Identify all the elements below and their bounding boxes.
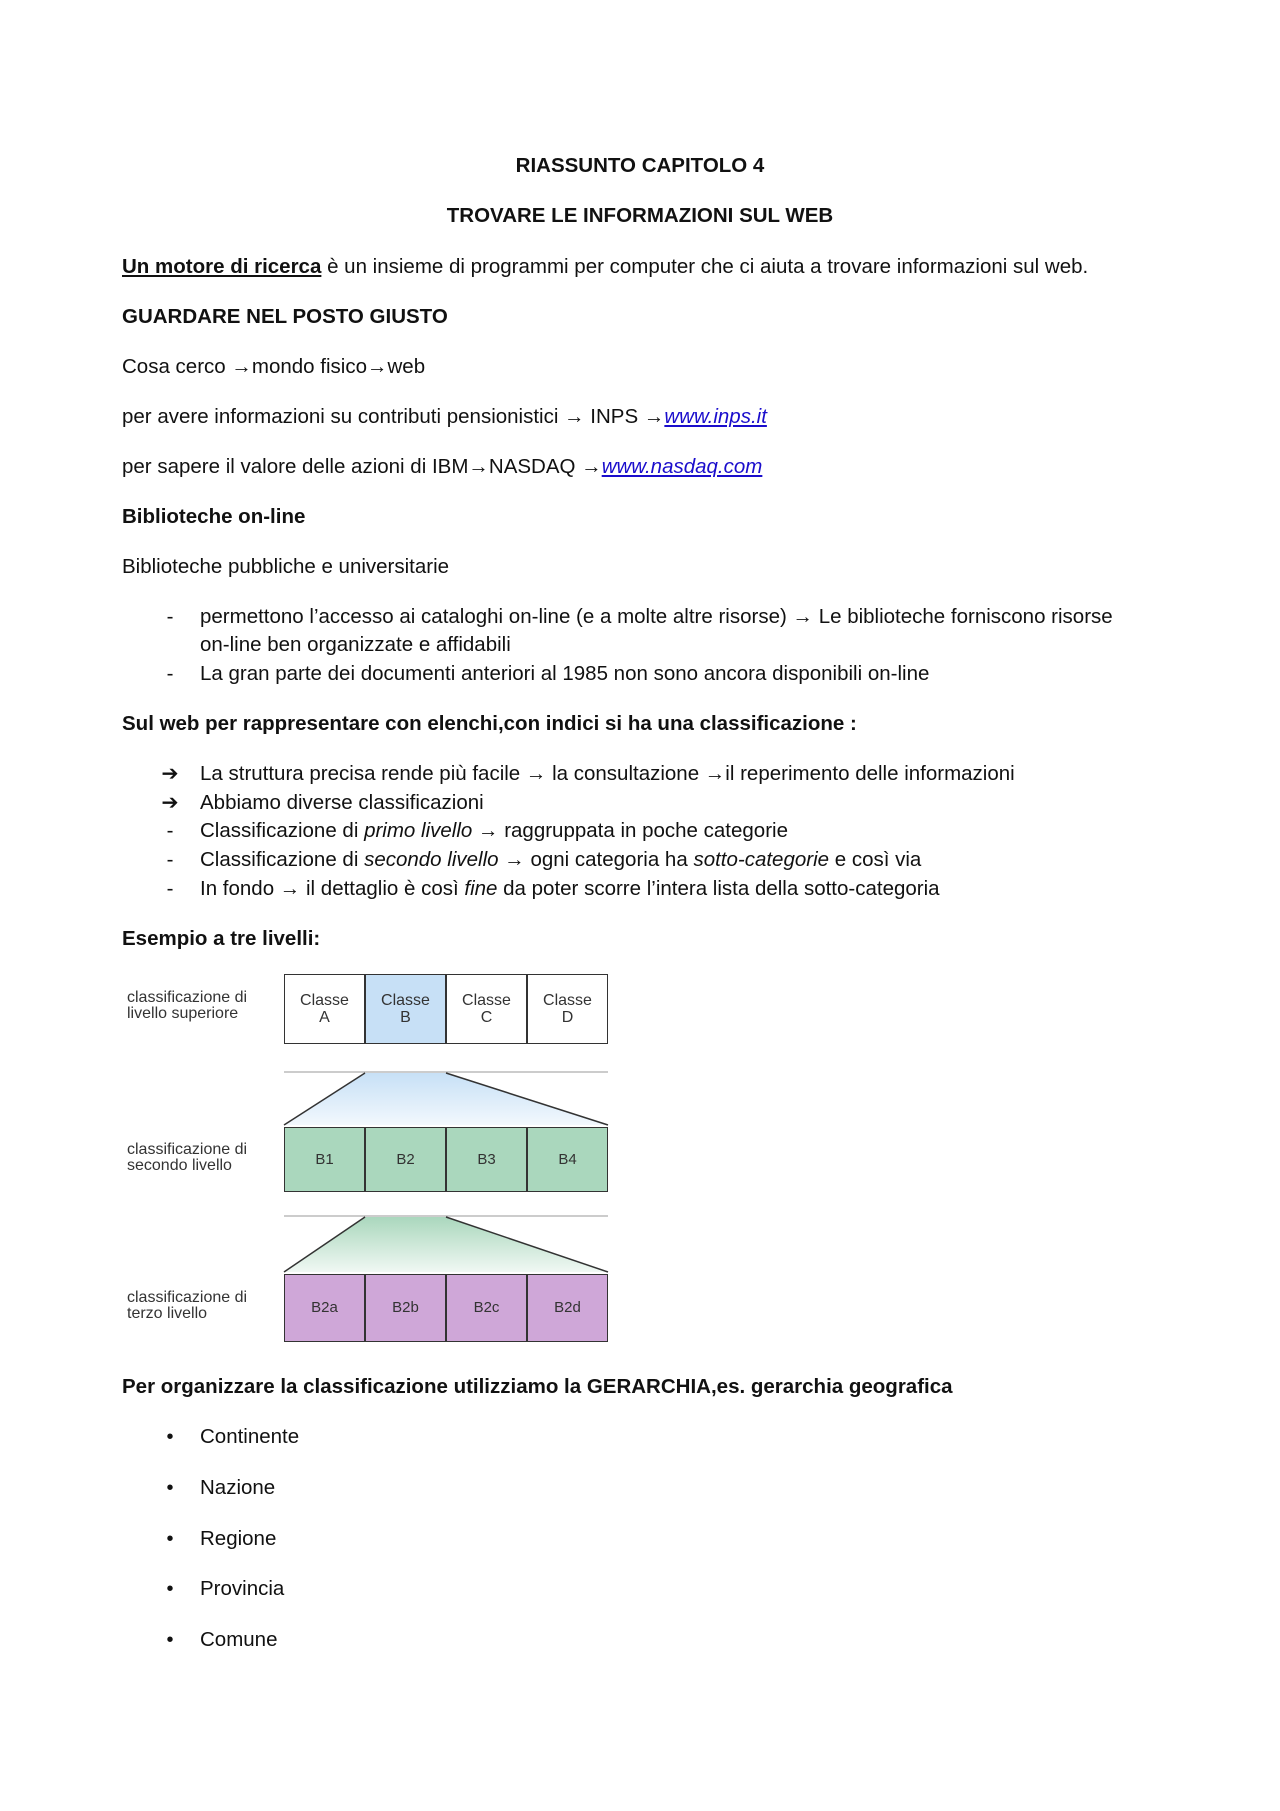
subclass-cell: B1 xyxy=(284,1127,365,1192)
intro-text: è un insieme di programmi per computer che ci aiuta a trovare informazioni sul web. xyxy=(321,255,1089,278)
arrow-icon: → xyxy=(468,455,489,478)
list-item-text: Regione xyxy=(200,1527,277,1550)
dash-marker: - xyxy=(166,605,174,628)
subsubclass-cell: B2d xyxy=(527,1274,608,1342)
document-subtitle: TROVARE LE INFORMAZIONI SUL WEB xyxy=(446,204,834,227)
dash-marker: - xyxy=(166,819,174,842)
list-item-text: Nazione xyxy=(200,1476,276,1499)
list-item-text: La struttura precisa rende più facile → la consultazione →il reperimento delle informazioni xyxy=(200,762,1015,785)
subsubclass-cell: B2a xyxy=(284,1274,365,1342)
line2-text-a: per avere informazioni su contributi pensionistici xyxy=(122,405,565,428)
list-item-text: on-line ben organizzate e affidabili xyxy=(200,633,511,656)
class-cell: Classe A xyxy=(284,974,365,1044)
arrow-bullet-icon: ➔ xyxy=(161,762,179,785)
document-title: RIASSUNTO CAPITOLO 4 xyxy=(515,154,765,177)
nasdaq-link[interactable]: www.nasdaq.com xyxy=(601,455,763,478)
subclass-cell: B3 xyxy=(446,1127,527,1192)
section1-line2 xyxy=(122,403,767,432)
example-heading: Esempio a tre livelli: xyxy=(122,927,321,950)
arrow-icon: → xyxy=(564,405,585,428)
list-item-text: La gran parte dei documenti anteriori al 1985 non sono ancora disponibili on-line xyxy=(200,662,930,685)
intro-paragraph xyxy=(122,253,1088,282)
line3-text-a: per sapere il valore delle azioni di IBM xyxy=(122,455,469,478)
dash-marker: - xyxy=(166,848,174,871)
arrow-icon: → xyxy=(643,405,665,428)
subclass-cell: B2 xyxy=(365,1127,446,1192)
bullet-icon: • xyxy=(166,1528,174,1550)
bullet-icon: • xyxy=(166,1477,174,1499)
arrow-icon: → xyxy=(366,355,388,378)
level-label-third: classificazione di terzo livello xyxy=(127,1289,248,1322)
bullet-icon: • xyxy=(166,1629,174,1651)
section1-line3 xyxy=(122,453,762,482)
list-item-text: Classificazione di secondo livello → ogni categoria ha sotto-categorie e così via xyxy=(200,848,922,871)
line1-text-b: mondo fisico xyxy=(251,355,367,378)
list-item-text: Classificazione di primo livello → raggruppata in poche categorie xyxy=(200,819,788,842)
arrow-icon: → xyxy=(581,455,602,478)
level-label-top: classificazione di livello superiore xyxy=(127,989,248,1022)
class-cell-selected: Classe B xyxy=(365,974,446,1044)
dash-marker: - xyxy=(166,877,174,900)
line1-text-c: web xyxy=(387,355,426,378)
subsubclass-cell: B2b xyxy=(365,1274,446,1342)
section2-subheading: Biblioteche pubbliche e universitarie xyxy=(122,555,450,578)
section1-heading: GUARDARE NEL POSTO GIUSTO xyxy=(122,305,448,328)
line3-text-b: NASDAQ xyxy=(488,455,582,478)
arrow-bullet-icon: ➔ xyxy=(161,791,179,814)
arrow-icon: → xyxy=(231,355,252,378)
inps-link[interactable]: www.inps.it xyxy=(664,405,767,428)
list-item-text: Comune xyxy=(200,1628,278,1651)
class-cell: Classe D xyxy=(527,974,608,1044)
list-item-text: Abbiamo diverse classificazioni xyxy=(200,791,484,814)
level-label-second: classificazione di secondo livello xyxy=(127,1141,248,1174)
section2-heading: Biblioteche on-line xyxy=(122,505,306,528)
list-item-text: permettono l’accesso ai cataloghi on-line (e a molte altre risorse) → Le biblioteche forniscono risorse xyxy=(200,605,1113,628)
line1-text-a: Cosa cerco xyxy=(122,355,232,378)
subclass-cell: B4 xyxy=(527,1127,608,1192)
list-item-text: Provincia xyxy=(200,1577,285,1600)
list-item-text: In fondo → il dettaglio è così fine da poter scorre l’intera lista della sotto-categoria xyxy=(200,877,940,900)
bullet-icon: • xyxy=(166,1426,174,1448)
dash-marker: - xyxy=(166,662,174,685)
bullet-icon: • xyxy=(166,1578,174,1600)
section3-heading: Sul web per rappresentare con elenchi,con indici si ha una classificazione : xyxy=(122,712,857,735)
class-cell: Classe C xyxy=(446,974,527,1044)
section1-line1 xyxy=(122,353,425,382)
section4-heading: Per organizzare la classificazione utilizziamo la GERARCHIA,es. gerarchia geografica xyxy=(122,1375,953,1398)
line2-text-b: INPS xyxy=(584,405,644,428)
classification-diagram xyxy=(122,972,642,1352)
list-item-text: Continente xyxy=(200,1425,300,1448)
subsubclass-cell: B2c xyxy=(446,1274,527,1342)
intro-term: Un motore di ricerca xyxy=(122,255,322,278)
